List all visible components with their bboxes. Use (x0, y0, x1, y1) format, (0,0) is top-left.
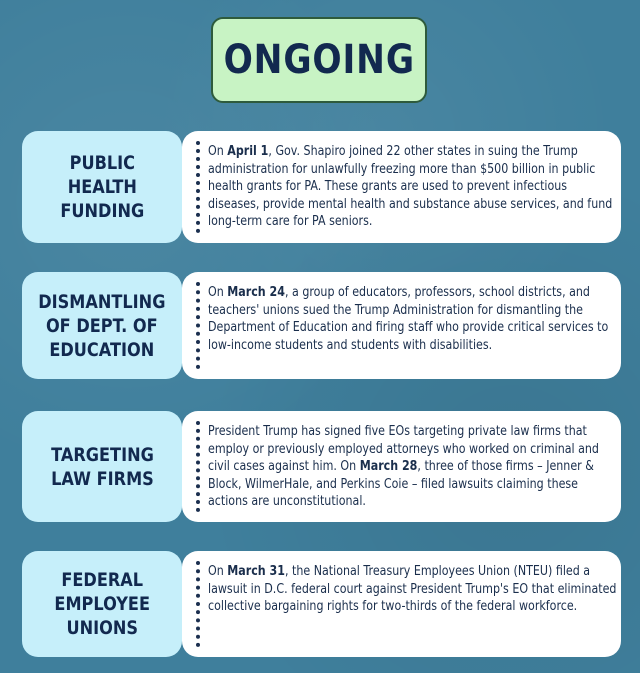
dotted-divider (196, 141, 200, 233)
dotted-divider (196, 282, 200, 369)
description-text: On March 31, the National Treasury Employees Union (NTEU) filed a lawsuit in D.C. federal court against President Trump's EO that eliminated collective bargaining rights for two-thirds of the federal workforce. (208, 564, 617, 614)
description-text: On April 1, Gov. Shapiro joined 22 other states in suing the Trump administration for unlawfully freezing more than $500 billion in public health grants for PA. These grants are used to prevent infectious diseases, provide mental health and substance abuse services, and fund long-term care for PA seniors. (208, 144, 613, 229)
category-label-card (22, 131, 182, 243)
page-title: ONGOING (223, 37, 415, 83)
description-text: President Trump has signed five EOs targeting private law firms that employ or previously employed attorneys who worked on criminal and civil cases against him. On March 28, three of those firms – Jenner & Block, WilmerHale, and Perkins Coie – filed lawsuits claiming these actions are unconstitutional. (208, 424, 599, 509)
category-label: TARGETING LAW FIRMS (50, 443, 154, 490)
category-label-card (22, 272, 182, 379)
dotted-divider (196, 561, 200, 647)
date-highlight: March 31 (227, 564, 285, 579)
lawsuit-row-education (22, 272, 621, 379)
description-card (182, 551, 621, 657)
description-card (182, 131, 621, 243)
lawsuit-row-public-health (22, 131, 621, 243)
date-highlight: March 28 (359, 459, 418, 474)
date-highlight: March 24 (227, 285, 285, 300)
category-label: PUBLIC HEALTH FUNDING (60, 152, 144, 222)
description-card (182, 272, 621, 379)
category-label: FEDERAL EMPLOYEE UNIONS (54, 569, 150, 639)
dotted-divider (196, 421, 200, 512)
title-banner (211, 17, 427, 103)
date-highlight: April 1 (227, 144, 269, 159)
category-label-card (22, 551, 182, 657)
category-label: DISMANTLING OF DEPT. OF EDUCATION (38, 290, 166, 361)
description-card (182, 411, 621, 522)
description-text: On March 24, a group of educators, professors, school districts, and teachers' unions sued the Trump Administration for dismantling the Department of Education and firing staff who provide critical services to low-income students and students with disabilities. (208, 285, 609, 353)
category-label-card (22, 411, 182, 522)
lawsuit-row-law-firms (22, 411, 621, 522)
lawsuit-row-federal-unions (22, 551, 621, 657)
